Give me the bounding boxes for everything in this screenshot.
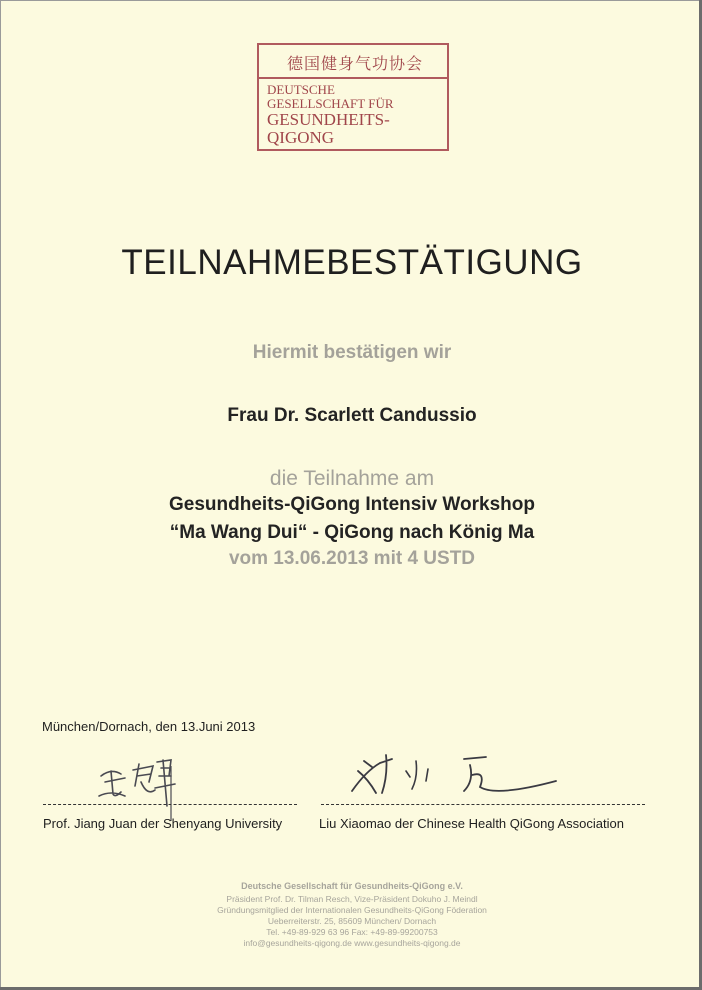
footer-board: Präsident Prof. Dr. Tilman Resch, Vize-Präsident Dokuho J. Meindl: [226, 894, 478, 904]
workshop-title: Gesundheits-QiGong Intensiv Workshop: [169, 494, 535, 515]
right-signature-line: [321, 804, 645, 805]
workshop-subtitle: “Ma Wang Dui“ - QiGong nach König Ma: [169, 522, 535, 543]
right-signature: [346, 741, 566, 801]
confirmation-text: Hiermit bestätigen wir: [252, 342, 452, 363]
left-signature-line: [43, 804, 297, 805]
footer-web: info@gesundheits-qigong.de www.gesundheits-qigong.de: [243, 938, 461, 948]
participation-text: die Teilnahme am: [269, 467, 435, 490]
logo-line-1: DEUTSCHE: [267, 82, 335, 97]
left-signer-name: Prof. Jiang Juan der Shenyang University: [43, 816, 283, 831]
logo-chinese-text: 德国健身气功协会: [286, 54, 423, 73]
logo-line-4: QIGONG: [267, 128, 335, 147]
logo-line-3: GESUNDHEITS-: [267, 110, 390, 129]
footer-organization: Deutsche Gesellschaft für Gesundheits-QiGong e.V.: [241, 881, 463, 891]
footer-phone: Tel. +49-89-929 63 96 Fax: +49-89-99200753: [266, 927, 438, 937]
right-signer-name: Liu Xiaomao der Chinese Health QiGong Association: [319, 816, 624, 831]
footer-address: Ueberreiterstr. 25, 85609 München/ Dornach: [267, 916, 437, 926]
logo-line-2: GESELLSCHAFT FÜR: [267, 96, 394, 111]
certificate-title: TEILNAHMEBESTÄTIGUNG: [121, 243, 583, 282]
footer-membership: Gründungsmitglied der Internationalen Gesundheits-QiGong Föderation: [217, 905, 487, 915]
logo-divider: [259, 77, 447, 79]
left-signature: [91, 746, 191, 826]
workshop-dates: vom 13.06.2013 mit 4 USTD: [228, 548, 476, 569]
place-and-date: München/Dornach, den 13.Juni 2013: [42, 719, 256, 734]
recipient-name: Frau Dr. Scarlett Candussio: [227, 405, 477, 426]
organization-logo: [257, 43, 449, 151]
